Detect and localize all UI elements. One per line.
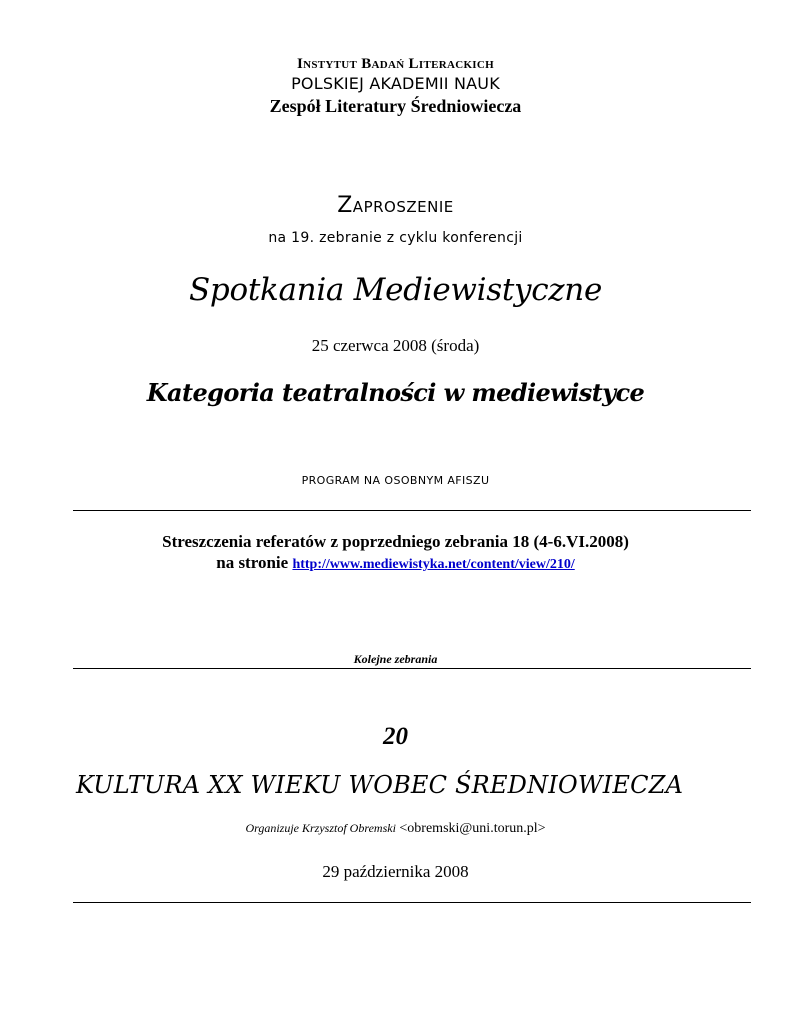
next-meeting-date: 29 października 2008	[322, 862, 469, 881]
academy-name: POLSKIEJ AKADEMII NAUK	[291, 74, 500, 93]
team-name: Zespół Literatury Średniowiecza	[269, 96, 522, 116]
abstracts-line: Streszczenia referatów z poprzedniego zebrania 18 (4-6.VI.2008)	[162, 532, 629, 551]
meeting-number: 20	[383, 723, 408, 750]
institute-name: Instytut Badań Literackich	[296, 56, 494, 72]
abstracts-link-prefix: na stronie	[216, 553, 293, 572]
organizer-name: Organizuje Krzysztof Obremski	[245, 821, 396, 835]
series-title: Spotkania Mediewistyczne	[188, 272, 602, 308]
abstracts-link-line	[0, 553, 791, 573]
invitation-title: Zaproszenie	[337, 193, 454, 218]
divider-bottom	[73, 902, 751, 903]
next-meeting-title: KULTURA XX WIEKU WOBEC ŚREDNIOWIECZA	[76, 771, 684, 799]
divider-top	[73, 510, 751, 511]
divider-middle	[73, 668, 751, 669]
program-note: PROGRAM NA OSOBNYM AFISZU	[301, 474, 490, 487]
invitation-subtitle: na 19. zebranie z cyklu konferencji	[268, 230, 523, 246]
organizer-line	[0, 821, 791, 837]
abstracts-link[interactable]: http://www.mediewistyka.net/content/view/210/	[292, 557, 575, 572]
next-meetings-heading: Kolejne zebrania	[353, 652, 438, 666]
meeting-theme: Kategoria teatralności w mediewistyce	[146, 378, 645, 407]
meeting-date: 25 czerwca 2008 (środa)	[311, 336, 480, 355]
organizer-email: <obremski@uni.torun.pl>	[395, 821, 546, 836]
